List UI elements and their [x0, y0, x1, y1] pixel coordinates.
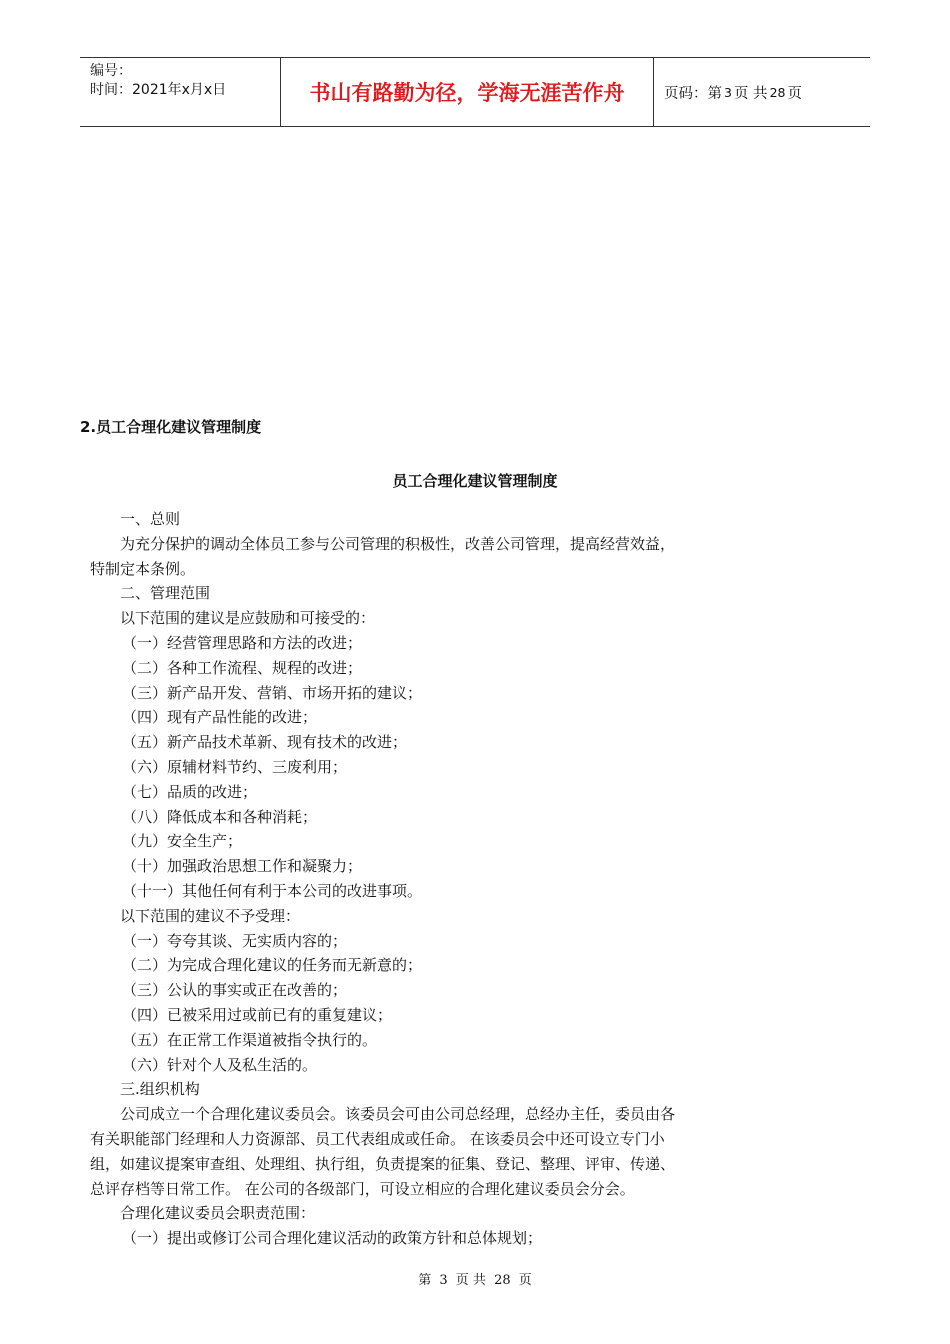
body-line: 三.组织机构	[120, 1080, 200, 1099]
body-line: （十）加强政治思想工作和凝聚力；	[122, 857, 363, 876]
body-line: 为充分保护的调动全体员工参与公司管理的积极性，改善公司管理，提高经营效益，	[120, 534, 676, 553]
page-header	[80, 57, 870, 127]
header-page-info	[654, 58, 870, 126]
document-body	[90, 507, 770, 1251]
body-line: （一）提出或修订公司合理化建议活动的政策方针和总体规划；	[122, 1229, 543, 1248]
document-title: 员工合理化建议管理制度	[392, 472, 558, 490]
body-line: 二、管理范围	[120, 584, 211, 603]
time-label: 时间：2021年x月x日	[90, 82, 227, 98]
page-mid: 页 共	[733, 85, 768, 102]
body-line: 合理化建议委员会职责范围：	[120, 1204, 316, 1223]
body-line: （十一）其他任何有利于本公司的改进事项。	[122, 881, 423, 900]
body-line: （五）新产品技术革新、现有技术的改进；	[122, 733, 408, 752]
body-line: （八）降低成本和各种消耗；	[122, 807, 318, 826]
body-line: （五）在正常工作渠道被指令执行的。	[122, 1030, 378, 1049]
body-line: （三）新产品开发、营销、市场开拓的建议；	[122, 683, 423, 702]
body-line: （六）针对个人及私生活的。	[122, 1055, 318, 1074]
footer-suffix: 页	[518, 1273, 532, 1288]
body-line: 组，如建议提案审查组、处理组、执行组，负责提案的征集、登记、整理、评审、传递、	[90, 1154, 676, 1173]
page-prefix: 页码：第	[664, 85, 722, 102]
body-line: 特制定本条例。	[90, 559, 196, 578]
body-line: （一）夸夸其谈、无实质内容的；	[122, 931, 348, 950]
body-line: （四）已被采用过或前已有的重复建议；	[122, 1005, 393, 1024]
footer-prefix: 第	[418, 1273, 432, 1288]
page-total: 28	[769, 84, 786, 100]
footer-total: 28	[494, 1273, 511, 1288]
footer-current: 3	[439, 1273, 448, 1288]
body-line: 以下范围的建议不予受理：	[120, 906, 301, 925]
body-line: （四）现有产品性能的改进；	[122, 708, 318, 727]
body-line: 有关职能部门经理和人力资源部、员工代表组成或任命。 在该委员会中还可设立专门小	[90, 1129, 665, 1148]
body-line: 以下范围的建议是应鼓励和可接受的：	[120, 609, 376, 628]
body-line: （六）原辅材料节约、三废利用；	[122, 757, 348, 776]
body-line: （九）安全生产；	[122, 832, 243, 851]
body-line: （七）品质的改进；	[122, 782, 258, 801]
body-line: （一）经营管理思路和方法的改进；	[122, 633, 363, 652]
body-line: （二）为完成合理化建议的任务而无新意的；	[122, 956, 423, 975]
body-line: 一、总则	[120, 510, 181, 528]
body-line: （三）公认的事实或正在改善的；	[122, 981, 348, 1000]
header-motto: 书山有路勤为径，学海无涯苦作舟	[281, 58, 654, 126]
footer-mid: 页 共	[455, 1273, 486, 1288]
body-line: 公司成立一个合理化建议委员会。该委员会可由公司总经理，总经办主任，委员由各	[120, 1105, 676, 1124]
header-meta-cell	[80, 58, 281, 126]
body-line: 总评存档等日常工作。 在公司的各级部门，可设立相应的合理化建议委员会分会。	[90, 1179, 635, 1198]
page-current: 3	[724, 84, 732, 100]
page-suffix: 页	[787, 85, 802, 102]
page-footer	[0, 1269, 950, 1288]
section-title: 2.员工合理化建议管理制度	[80, 418, 262, 436]
body-line: （二）各种工作流程、规程的改进；	[122, 658, 363, 677]
number-label: 编号：	[90, 63, 132, 79]
